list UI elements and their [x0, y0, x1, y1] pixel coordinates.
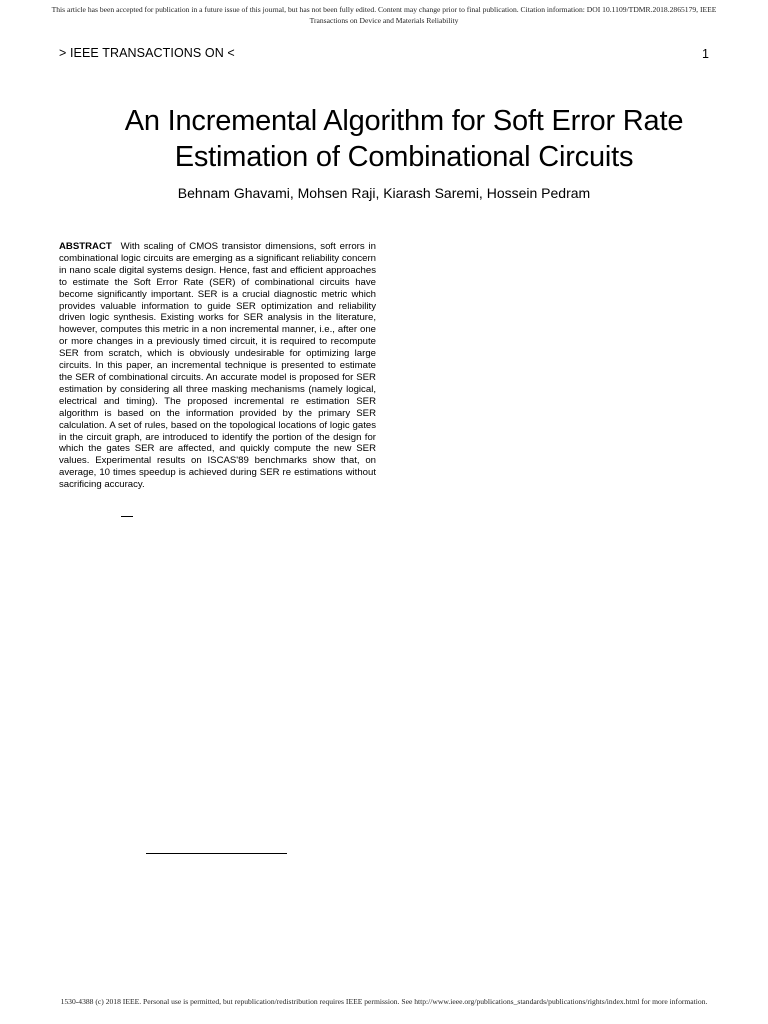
footnote-rule [146, 853, 287, 854]
paper-title-line-1: An Incremental Algorithm for Soft Error Rate [124, 105, 684, 137]
running-head: > IEEE TRANSACTIONS ON < [59, 46, 235, 60]
acceptance-notice-line-1: This article has been accepted for publication in a future issue of this journal, but has not been fully edited. Content may change prior to final publication. Citation information: DOI 10.1109/TDMR.2018.2865179, IEEE [51, 5, 717, 14]
abstract-heading: ABSTRACT [59, 241, 112, 252]
em-dash-separator [121, 516, 133, 517]
paper-title-line-2: Estimation of Combinational Circuits [174, 141, 634, 173]
acceptance-notice [0, 4, 768, 26]
abstract-text: With scaling of CMOS transistor dimensions, soft errors in combinational logic circuits are emerging as a significant reliability concern in nano scale digital systems design. Hence, fast and efficient approaches to estimate the Soft Error Rate (SER) of combinational circuits have become significantly important. SER is a crucial diagnostic metric which provides valuable information to guide SER optimization and reliability driven logic synthesis. Existing works for SER analysis in the literature, however, computes this metric in a non incremental manner, i.e., after one or more changes in a previously timed circuit, it is required to recompute SER from scratch, which is obviously undesirable for optimizing large circuits. In this paper, an incremental technique is presented to estimate the SER of combinational circuits. An accurate model is proposed for SER estimation by considering all three masking mechanisms (namely logical, electrical and timing). The proposed incremental re estimation SER algorithm is based on the information provided by the primary SER calculation. A set of rules, based on the topological locations of logic gates in the circuit graph, are introduced to identify the portion of the design for which the gates SER are affected, and quickly compute the new SER values. Experimental results on ISCAS'89 benchmarks show that, on average, 10 times speedup is achieved during SER re estimations without sacrificing accuracy. [59, 241, 376, 491]
abstract [59, 241, 376, 491]
acceptance-notice-line-2: Transactions on Device and Materials Reliability [309, 16, 459, 25]
author-list: Behnam Ghavami, Mohsen Raji, Kiarash Saremi, Hossein Pedram [177, 185, 591, 201]
paper-title [60, 103, 748, 175]
page-number: 1 [702, 47, 709, 61]
copyright-notice: 1530-4388 (c) 2018 IEEE. Personal use is permitted, but republication/redistribution requires IEEE permission. See http://www.ieee.org/publications_standards/publications/rights/index.html for more information. [60, 997, 708, 1006]
